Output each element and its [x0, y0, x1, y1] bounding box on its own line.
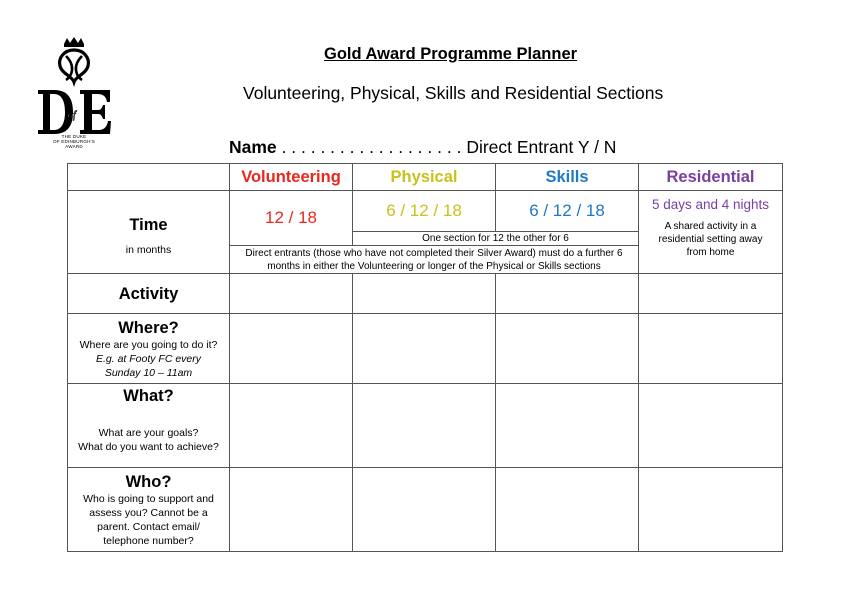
- volunteering-time: 12 / 18: [230, 191, 353, 246]
- time-label: Time: [129, 216, 168, 234]
- where-question: Where are you going to do it?: [79, 338, 218, 351]
- what-row: [68, 384, 783, 468]
- skills-time: 6 / 12 / 18: [496, 191, 639, 232]
- where-physical-cell[interactable]: [353, 314, 496, 384]
- residential-time-cell: [639, 191, 783, 274]
- where-label-cell: [68, 314, 230, 384]
- activity-row: [68, 274, 783, 314]
- col-residential: Residential: [639, 164, 783, 191]
- col-skills: Skills: [496, 164, 639, 191]
- what-question-2: What do you want to achieve?: [78, 441, 219, 453]
- header-row: [68, 164, 783, 191]
- what-label-cell: [68, 384, 230, 468]
- who-label-cell: [68, 468, 230, 552]
- who-skills-cell[interactable]: [496, 468, 639, 552]
- name-line: [229, 137, 616, 158]
- activity-volunteering-cell[interactable]: [230, 274, 353, 314]
- logo-of: of: [68, 110, 76, 121]
- name-label: Name: [229, 137, 277, 157]
- what-residential-cell[interactable]: [639, 384, 783, 468]
- logo-caption: THE DUKE OF EDINBURGH'S AWARD: [53, 134, 95, 149]
- col-volunteering: Volunteering: [230, 164, 353, 191]
- activity-label: Activity: [68, 274, 230, 314]
- time-row: [68, 191, 783, 232]
- name-field[interactable]: . . . . . . . . . . . . . . . . . . .: [281, 137, 462, 157]
- time-sublabel: in months: [125, 244, 172, 256]
- corner-cell: [68, 164, 230, 191]
- what-volunteering-cell[interactable]: [230, 384, 353, 468]
- where-skills-cell[interactable]: [496, 314, 639, 384]
- who-physical-cell[interactable]: [353, 468, 496, 552]
- page-subtitle: Volunteering, Physical, Skills and Residential Sections: [243, 83, 664, 103]
- residential-time: 5 days and 4 nights: [651, 197, 770, 212]
- direct-entrant-field[interactable]: Direct Entrant Y / N: [466, 137, 617, 157]
- what-question-1: What are your goals?: [98, 427, 199, 439]
- where-volunteering-cell[interactable]: [230, 314, 353, 384]
- what-physical-cell[interactable]: [353, 384, 496, 468]
- phys-skills-note: One section for 12 the other for 6: [353, 232, 639, 246]
- who-row: [68, 468, 783, 552]
- where-label: Where?: [118, 318, 179, 337]
- activity-physical-cell[interactable]: [353, 274, 496, 314]
- direct-entrant-note: Direct entrants (those who have not completed their Silver Award) must do a further 6 months in either the Volunteering or longer of the Physical or Skills sections: [230, 246, 639, 274]
- where-example: E.g. at Footy FC every Sunday 10 – 11am: [95, 352, 202, 379]
- where-residential-cell[interactable]: [639, 314, 783, 384]
- where-row: [68, 314, 783, 384]
- activity-residential-cell[interactable]: [639, 274, 783, 314]
- who-volunteering-cell[interactable]: [230, 468, 353, 552]
- planner-table: [67, 163, 783, 552]
- physical-time: 6 / 12 / 18: [353, 191, 496, 232]
- page-title: Gold Award Programme Planner: [324, 45, 578, 63]
- residential-note: A shared activity in a residential setting away from home: [658, 221, 763, 258]
- col-physical: Physical: [353, 164, 496, 191]
- who-question: Who is going to support and assess you? Cannot be a parent. Contact email/ telephone number?: [83, 492, 214, 547]
- what-label: What?: [123, 387, 174, 405]
- time-label-cell: [68, 191, 230, 274]
- activity-skills-cell[interactable]: [496, 274, 639, 314]
- dofe-logo-graphic: [36, 36, 112, 136]
- what-skills-cell[interactable]: [496, 384, 639, 468]
- who-residential-cell[interactable]: [639, 468, 783, 552]
- who-label: Who?: [125, 472, 172, 491]
